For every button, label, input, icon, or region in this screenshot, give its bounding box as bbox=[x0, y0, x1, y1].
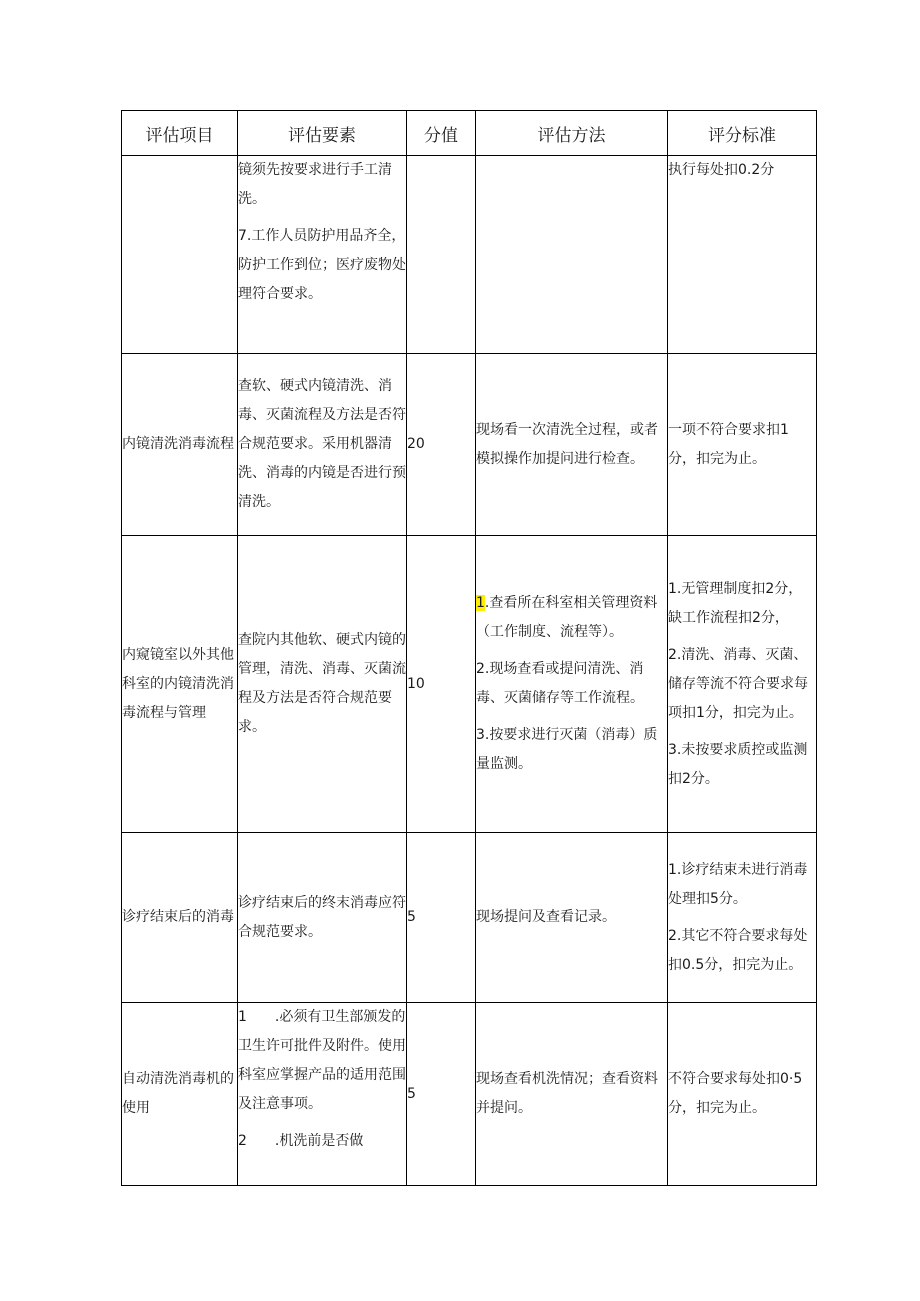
item-cell: 诊疗结束后的消毒 bbox=[122, 833, 238, 1003]
method-cell bbox=[476, 536, 668, 833]
method-cell bbox=[476, 354, 668, 536]
table-row bbox=[122, 536, 817, 833]
header-item: 评估项目 bbox=[122, 111, 238, 156]
header-elements: 评估要素 bbox=[238, 111, 407, 156]
item-cell: 内窥镜室以外其他科室的内镜清洗消毒流程与管理 bbox=[122, 536, 238, 833]
list-number: 1 bbox=[238, 1009, 247, 1025]
header-criteria: 评分标准 bbox=[668, 111, 817, 156]
item-cell: 内镜清洗消毒流程 bbox=[122, 354, 238, 536]
score-cell: 5 bbox=[407, 1003, 476, 1186]
score-cell: 5 bbox=[407, 833, 476, 1003]
elements-text: 镜须先按要求进行手工清洗。 bbox=[238, 162, 392, 207]
criteria-cell bbox=[668, 536, 817, 833]
elements-cell bbox=[238, 536, 407, 833]
score-cell: 10 bbox=[407, 536, 476, 833]
criteria-text: 1.诊疗结束未进行消毒处理扣5分。 bbox=[668, 861, 808, 907]
table-row bbox=[122, 354, 817, 536]
elements-text: 诊疗结束后的终末消毒应符合规范要求。 bbox=[238, 894, 406, 940]
criteria-cell bbox=[668, 354, 817, 536]
criteria-text: 1.无管理制度扣2分，缺工作流程扣2分， bbox=[668, 580, 803, 626]
method-text bbox=[476, 589, 667, 647]
table-row bbox=[122, 156, 817, 354]
method-text: 现场查看机洗情况；查看资料并提问。 bbox=[476, 1071, 658, 1116]
method-cell bbox=[476, 1003, 668, 1186]
criteria-text: 执行每处扣0.2分 bbox=[668, 162, 775, 178]
header-score: 分值 bbox=[407, 111, 476, 156]
elements-cell bbox=[238, 354, 407, 536]
criteria-cell bbox=[668, 833, 817, 1003]
item-cell bbox=[122, 156, 238, 354]
evaluation-table bbox=[121, 110, 817, 1186]
criteria-cell bbox=[668, 156, 817, 354]
elements-text: 查院内其他软、硬式内镜的管理，清洗、消毒、灭菌流程及方法是否符合规范要求。 bbox=[238, 632, 406, 735]
highlight-mark: 1 bbox=[476, 595, 485, 611]
criteria-text: 不符合要求每处扣0·5分，扣完为止。 bbox=[668, 1071, 803, 1116]
item-cell: 自动清洗消毒机的使用 bbox=[122, 1003, 238, 1186]
elements-cell bbox=[238, 833, 407, 1003]
method-text: 现场提问及查看记录。 bbox=[476, 909, 616, 925]
elements-text: 查软、硬式内镜清洗、消毒、灭菌流程及方法是否符合规范要求。采用机器清洗、消毒的内镜是否进行预清洗。 bbox=[238, 378, 406, 510]
header-method: 评估方法 bbox=[476, 111, 668, 156]
method-text: 现场看一次清洗全过程，或者模拟操作加提问进行检查。 bbox=[476, 421, 658, 467]
criteria-text: 一项不符合要求扣1分，扣完为止。 bbox=[668, 421, 789, 467]
elements-text-rest: .机洗前是否做 bbox=[274, 1133, 364, 1149]
method-text: 3.按要求进行灭菌（消毒）质量监测。 bbox=[476, 727, 658, 772]
criteria-text: 2.清洗、消毒、灭菌、储存等流不符合要求每项扣1分，扣完为止。 bbox=[668, 646, 808, 721]
criteria-cell bbox=[668, 1003, 817, 1186]
table-row bbox=[122, 833, 817, 1003]
elements-cell bbox=[238, 1003, 407, 1186]
elements-text: 7.工作人员防护用品齐全，防护工作到位；医疗废物处理符合要求。 bbox=[238, 228, 406, 302]
score-cell: 20 bbox=[407, 354, 476, 536]
score-cell bbox=[407, 156, 476, 354]
elements-text bbox=[238, 1003, 406, 1119]
table-row bbox=[122, 1003, 817, 1186]
method-text-rest: .查看所在科室相关管理资料（工作制度、流程等）。 bbox=[476, 595, 658, 640]
method-text: 2.现场查看或提问清洗、消毒、灭菌储存等工作流程。 bbox=[476, 661, 644, 706]
list-number: 2 bbox=[238, 1133, 247, 1149]
method-cell bbox=[476, 156, 668, 354]
method-cell bbox=[476, 833, 668, 1003]
criteria-text: 3.未按要求质控或监测扣2分。 bbox=[668, 741, 808, 787]
table-header-row bbox=[122, 111, 817, 156]
elements-cell bbox=[238, 156, 407, 354]
criteria-text: 2.其它不符合要求每处扣0.5分，扣完为止。 bbox=[668, 927, 808, 973]
elements-text-rest: .必须有卫生部颁发的卫生许可批件及附件。使用科室应掌握产品的适用范围及注意事项。 bbox=[238, 1009, 406, 1112]
elements-text bbox=[238, 1127, 406, 1156]
